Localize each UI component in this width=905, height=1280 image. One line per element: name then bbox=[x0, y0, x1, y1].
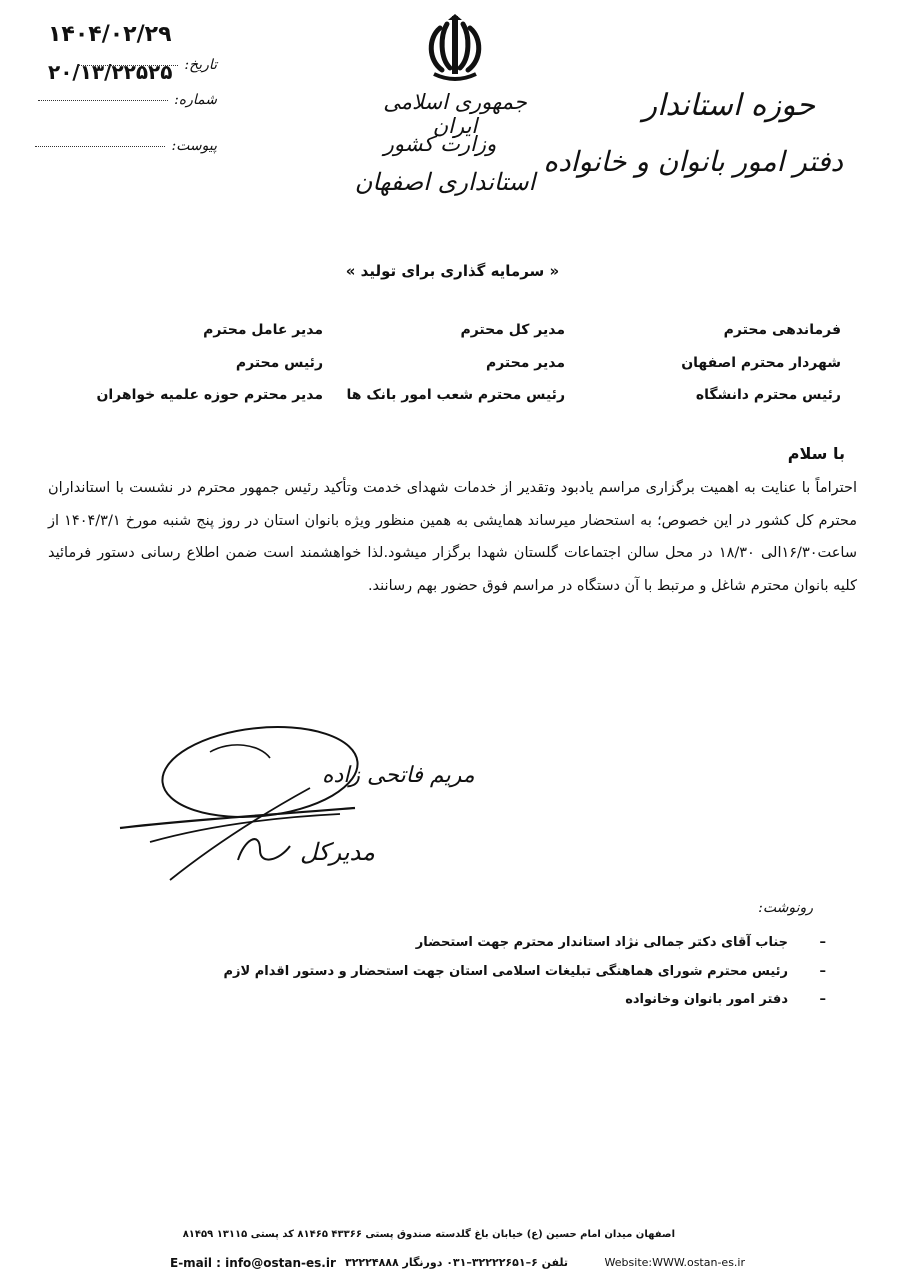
greeting: با سلام bbox=[787, 444, 845, 463]
number-label: شماره: bbox=[174, 92, 217, 108]
handwritten-signature bbox=[110, 710, 475, 890]
cc-title: رونوشت: bbox=[758, 900, 813, 916]
date-label-row bbox=[78, 57, 217, 73]
department-title: دفتر امور بانوان و خانواده bbox=[543, 145, 843, 178]
number-dotted-line bbox=[38, 100, 168, 101]
iran-emblem-icon bbox=[420, 12, 490, 84]
cc-item-3-dash: – bbox=[819, 992, 826, 1007]
attachment-label: پیوست: bbox=[171, 138, 217, 154]
cc-item-3 bbox=[625, 992, 826, 1007]
office-title: حوزه استاندار bbox=[642, 88, 815, 123]
cc-item-2 bbox=[223, 964, 826, 979]
recipient-right-2: شهردار محترم اصفهان bbox=[681, 355, 841, 371]
cc-item-1-text: جناب آقای دکتر جمالی نژاد استاندار محترم جهت استحضار bbox=[415, 935, 788, 950]
footer-email: E-mail : info@ostan-es.ir bbox=[170, 1256, 336, 1270]
footer-address: اصفهان میدان امام حسین (ع) خیابان باغ گلدسته صندوق پستی ۴۳۳۶۶ ۸۱۴۶۵ کد پستی ۱۳۱۱۵ ۸۱۴۵۹ bbox=[182, 1229, 675, 1240]
recipient-right-3: رئیس محترم دانشگاه bbox=[695, 387, 841, 403]
recipient-middle-3: رئیس محترم شعب امور بانک ها bbox=[346, 387, 565, 403]
slogan: « سرمایه گذاری برای تولید » bbox=[345, 262, 560, 280]
letter-body: احتراماً با عنایت به اهمیت برگزاری مراسم یادبود وتقدیر از خدمات شهدای خدمت وتأکید رئیس جمهور محترم در نشست با استانداران محترم کل کشور در این خصوص؛ به استحضار میرساند همایشی به همین منظور ویژه بانوان استان در روز پنج شنبه مورخ ۱۴۰۴/۳/۱ از ساعت۱۶/۳۰الی ۱۸/۳۰ در محل سالن اجتماعات گلستان شهدا برگزار میشود.لذا خواهشمند است ضمن اطلاع رسانی دستور فرمائید کلیه بانوان محترم شاغل و مرتبط با آن دستگاه در مراسم فوق حضور بهم رسانند. bbox=[48, 480, 857, 594]
recipient-middle-2: مدیر محترم bbox=[485, 355, 565, 371]
recipient-middle-1: مدیر کل محترم bbox=[460, 322, 565, 338]
recipient-right-1: فرماندهی محترم bbox=[723, 322, 841, 338]
footer-website: Website:WWW.ostan-es.ir bbox=[604, 1256, 745, 1269]
letter-date-value: ۱۴۰۴/۰۲/۲۹ bbox=[48, 22, 172, 47]
date-dotted-line bbox=[78, 65, 178, 66]
recipient-left-2: رئیس محترم bbox=[235, 355, 323, 371]
cc-item-1-dash: – bbox=[819, 935, 826, 950]
letter-number-value: ۲۰/۱۳/۲۲۵۲۵ bbox=[48, 60, 173, 84]
date-label: تاریخ: bbox=[184, 57, 217, 73]
signature-title: مدیرکل bbox=[300, 838, 375, 866]
attachment-dotted-line bbox=[35, 146, 165, 147]
cc-item-1 bbox=[415, 935, 826, 950]
cc-item-3-text: دفتر امور بانوان وخانواده bbox=[625, 992, 788, 1007]
recipient-left-3: مدیر محترم حوزه علمیه خواهران bbox=[96, 387, 323, 403]
attachment-label-row bbox=[35, 138, 217, 154]
country-name: جمهوری اسلامی ایران bbox=[383, 90, 527, 138]
recipient-left-1: مدیر عامل محترم bbox=[203, 322, 323, 338]
cc-item-2-dash: – bbox=[819, 964, 826, 979]
footer-phone-fax: تلفن ۶–۳۲۲۲۲۶۵۱–۰۳۱ دورنگار ۳۲۲۲۴۸۸۸ bbox=[345, 1256, 569, 1269]
ministry-name: وزارت کشور bbox=[383, 132, 497, 156]
governorate-name: استانداری اصفهان bbox=[354, 168, 536, 196]
signature-name: مریم فاتحی زاده bbox=[322, 763, 475, 788]
number-label-row bbox=[38, 92, 217, 108]
cc-item-2-text: رئیس محترم شورای هماهنگی تبلیغات اسلامی استان جهت استحضار و دستور اقدام لازم bbox=[223, 964, 788, 979]
